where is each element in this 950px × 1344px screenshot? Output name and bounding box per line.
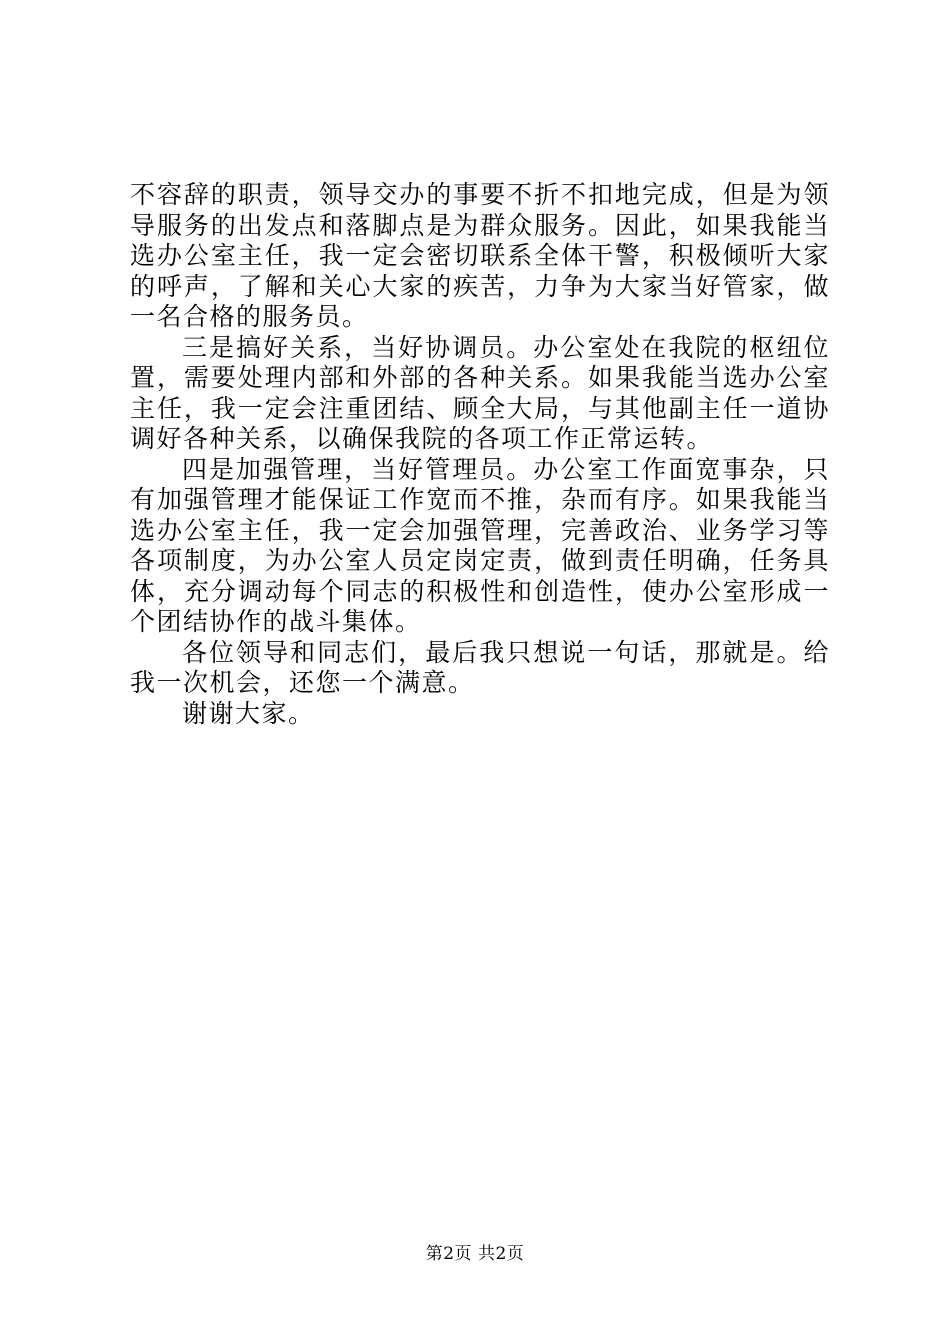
paragraph-4: 各位领导和同志们，最后我只想说一句话，那就是。给我一次机会，还您一个满意。 — [130, 637, 830, 697]
paragraph-3: 四是加强管理，当好管理员。办公室工作面宽事杂，只有加强管理才能保证工作宽而不推，杂而有序。如果我能当选办公室主任，我一定会加强管理，完善政治、业务学习等各项制度，为办公室人员定岗定责，做到责任明确，任务具体，充分调动每个同志的积极性和创造性，使办公室形成一个团结协作的战斗集体。 — [130, 454, 830, 636]
document-body — [130, 180, 830, 729]
paragraph-1: 不容辞的职责，领导交办的事要不折不扣地完成，但是为领导服务的出发点和落脚点是为群众服务。因此，如果我能当选办公室主任，我一定会密切联系全体干警，积极倾听大家的呼声，了解和关心大家的疾苦，力争为大家当好管家，做一名合格的服务员。 — [130, 180, 830, 331]
page-number-footer: 第2页 共2页 — [425, 1244, 525, 1264]
paragraph-2: 三是搞好关系，当好协调员。办公室处在我院的枢纽位置，需要处理内部和外部的各种关系。如果我能当选办公室主任，我一定会注重团结、顾全大局，与其他副主任一道协调好各种关系，以确保我院的各项工作正常运转。 — [130, 332, 830, 453]
paragraph-5: 谢谢大家。 — [182, 698, 315, 728]
